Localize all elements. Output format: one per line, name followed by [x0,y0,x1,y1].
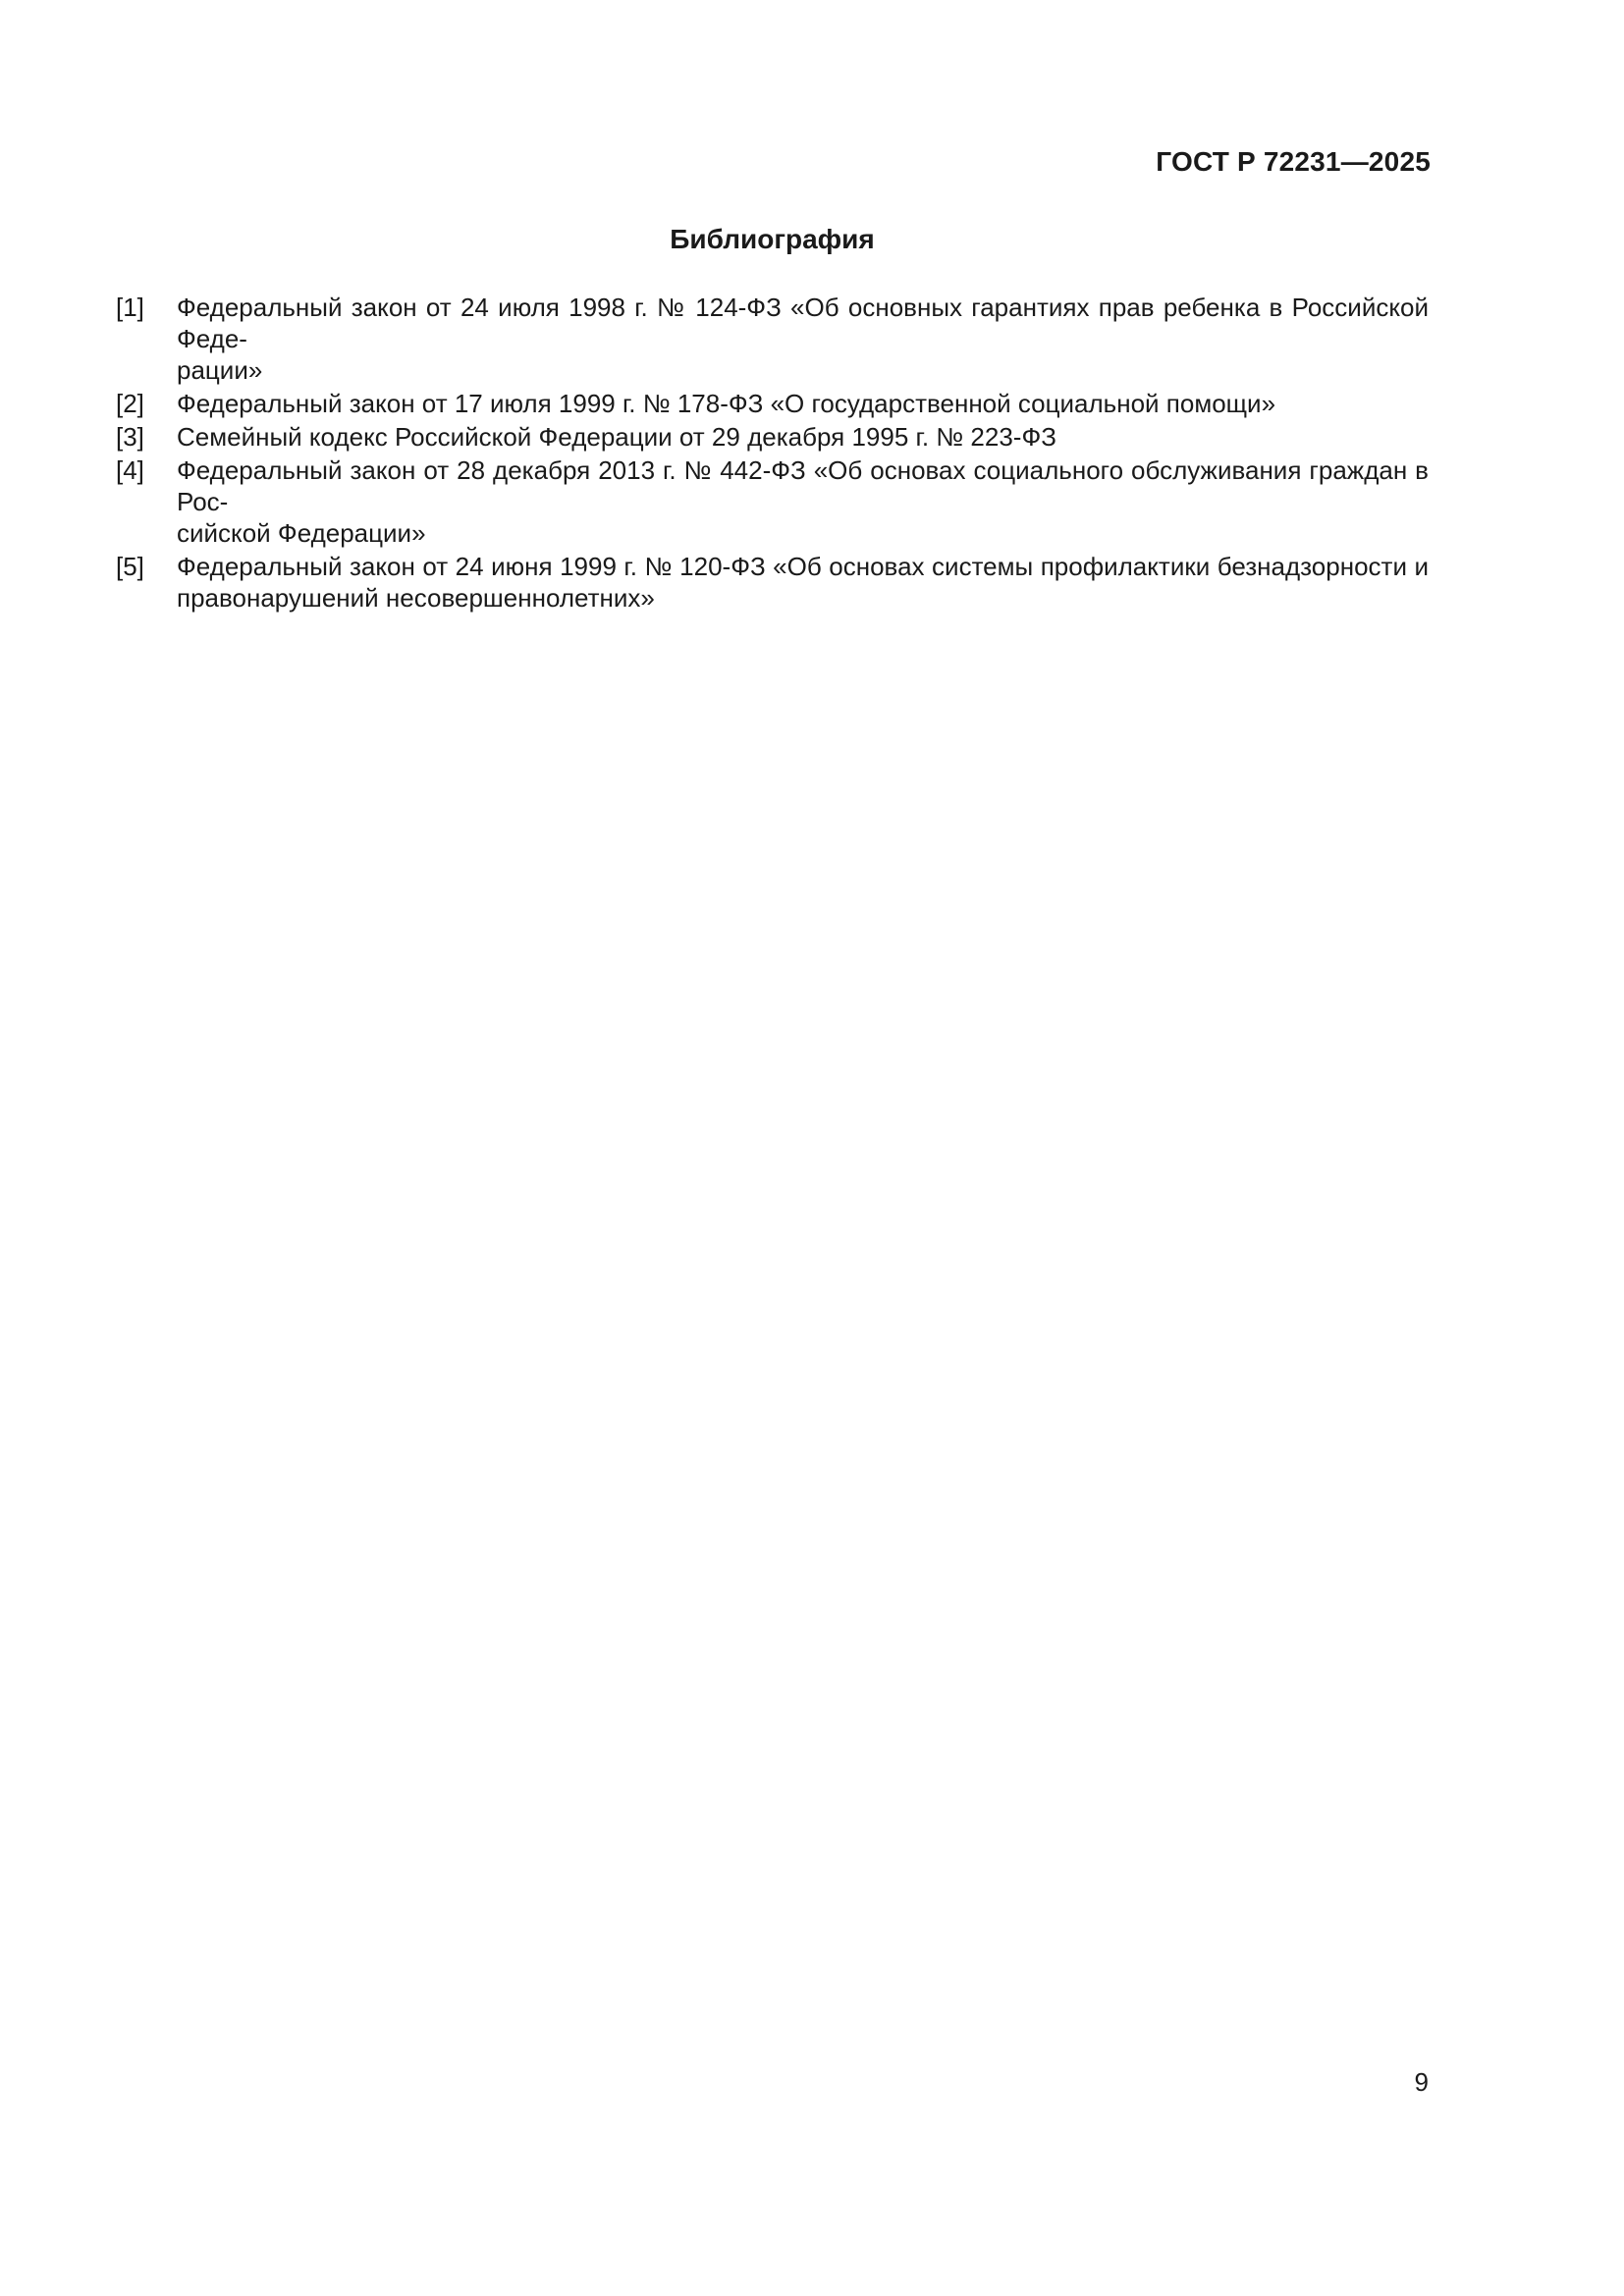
entry-text-line: сийской Федерации» [177,518,426,548]
entry-text [177,551,1429,614]
bibliography-list [116,292,1429,615]
bibliography-entry [116,292,1429,386]
entry-text [177,388,1429,419]
entry-text [177,454,1429,549]
entry-text-line: правонарушений несовершеннолетних» [177,583,655,613]
entry-number: [3] [116,422,144,452]
entry-text-line: Федеральный закон от 24 июня 1999 г. № 120-ФЗ «Об основах системы профилактики безнадзорности и [177,552,1429,581]
page-number: 9 [1414,2067,1429,2097]
entry-text-line: Федеральный закон от 17 июля 1999 г. № 178-ФЗ «О государственной социальной помощи» [177,389,1276,418]
entry-number: [4] [116,455,144,485]
bibliography-entry [116,551,1429,614]
entry-number: [5] [116,552,144,581]
entry-text-line: Федеральный закон от 28 декабря 2013 г. № 442-ФЗ «Об основах социального обслуживания граждан в Рос- [177,455,1429,516]
document-code: ГОСТ Р 72231—2025 [1156,146,1431,177]
bibliography-entry [116,388,1429,419]
entry-text-line: Семейный кодекс Российской Федерации от 29 декабря 1995 г. № 223-ФЗ [177,422,1056,452]
bibliography-entry [116,421,1429,453]
bibliography-title: Библиография [670,224,875,254]
entry-text [177,292,1429,386]
entry-text-line: Федеральный закон от 24 июля 1998 г. № 124-ФЗ «Об основных гарантиях прав ребенка в Российской Феде- [177,293,1429,353]
entry-number: [2] [116,389,144,418]
entry-number: [1] [116,293,144,322]
bibliography-entry [116,454,1429,549]
entry-text [177,421,1429,453]
entry-text-line: рации» [177,355,263,385]
